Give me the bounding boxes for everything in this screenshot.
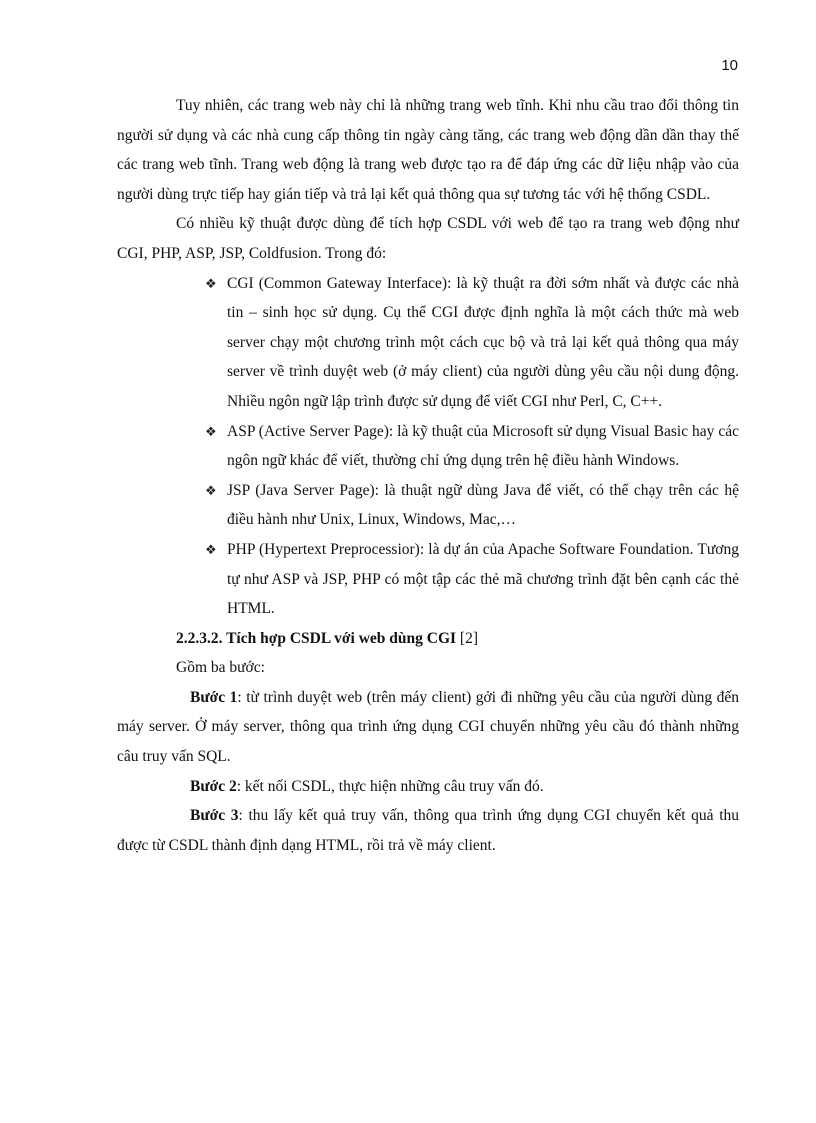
list-item-text: PHP (Hypertext Preprocessior): là dự án của Apache Software Foundation. Tương tự như ASP và JSP, PHP có một tập các thẻ mã chương trình đặt bên cạnh các thẻ HTML. <box>227 540 739 618</box>
step-label: Bước 3 <box>190 807 239 825</box>
section-heading-reference: [2] <box>456 629 478 647</box>
section-heading <box>117 624 739 654</box>
diamond-bullet-icon: ❖ <box>205 275 217 291</box>
step-1 <box>117 683 739 772</box>
diamond-bullet-icon: ❖ <box>205 541 217 557</box>
document-body <box>117 91 739 860</box>
step-label: Bước 1 <box>190 688 238 706</box>
technique-list <box>117 269 739 624</box>
step-label: Bước 2 <box>190 777 237 795</box>
paragraph-integration-techniques: Có nhiều kỹ thuật được dùng để tích hợp CSDL với web để tạo ra trang web động như CGI, PHP, ASP, JSP, Coldfusion. Trong đó: <box>117 215 739 262</box>
step-text: : thu lấy kết quả truy vấn, thông qua trình ứng dụng CGI chuyển kết quả thu được từ CSDL thành định dạng HTML, rồi trả về máy client. <box>117 807 739 854</box>
step-3 <box>117 801 739 860</box>
steps-intro: Gồm ba bước: <box>176 659 265 677</box>
diamond-bullet-icon: ❖ <box>205 482 217 498</box>
list-item-text: ASP (Active Server Page): là kỹ thuật của Microsoft sử dụng Visual Basic hay các ngôn ngữ khác để viết, thường chỉ ứng dụng trên hệ điều hành Windows. <box>227 422 739 470</box>
list-item-cgi <box>205 269 739 417</box>
paragraph-static-vs-dynamic: Tuy nhiên, các trang web này chỉ là những trang web tĩnh. Khi nhu cầu trao đổi thông tin người sử dụng và các nhà cung cấp thông tin ngày càng tăng, các trang web động dần dần thay thế các trang web tĩnh. Trang web động là trang web được tạo ra để đáp ứng các dữ liệu nhập vào của người dùng trực tiếp hay gián tiếp và trả lại kết quả thông qua sự tương tác với hệ thống CSDL. <box>117 97 739 203</box>
list-item-text: CGI (Common Gateway Interface): là kỹ thuật ra đời sớm nhất và được các nhà tin – sinh học sử dụng. Cụ thể CGI được định nghĩa là một cách thức mà web server chạy một chương trình một cách cục bộ và trả lại kết quả thông qua máy server về trình duyệt web (ở máy client) của người dùng yêu cầu nội dung động. Nhiều ngôn ngữ lập trình được sử dụng để viết CGI như Perl, C, C++. <box>227 274 739 410</box>
step-text: : kết nối CSDL, thực hiện những câu truy vấn đó. <box>236 777 544 795</box>
step-2 <box>117 772 739 802</box>
section-heading-title: 2.2.3.2. Tích hợp CSDL với web dùng CGI <box>176 629 457 647</box>
list-item-jsp <box>205 476 739 535</box>
page-number: 10 <box>721 57 738 74</box>
step-text: : từ trình duyệt web (trên máy client) gởi đi những yêu cầu của người dùng đến máy server. Ở máy server, thông qua trình ứng dụng CGI chuyển những yêu cầu đó thành những câu truy vấn SQL. <box>117 688 739 766</box>
list-item-php <box>205 535 739 624</box>
diamond-bullet-icon: ❖ <box>205 423 217 439</box>
list-item-text: JSP (Java Server Page): là thuật ngữ dùng Java để viết, có thể chạy trên các hệ điều hành như Unix, Linux, Windows, Mac,… <box>227 481 739 529</box>
list-item-asp <box>205 417 739 476</box>
